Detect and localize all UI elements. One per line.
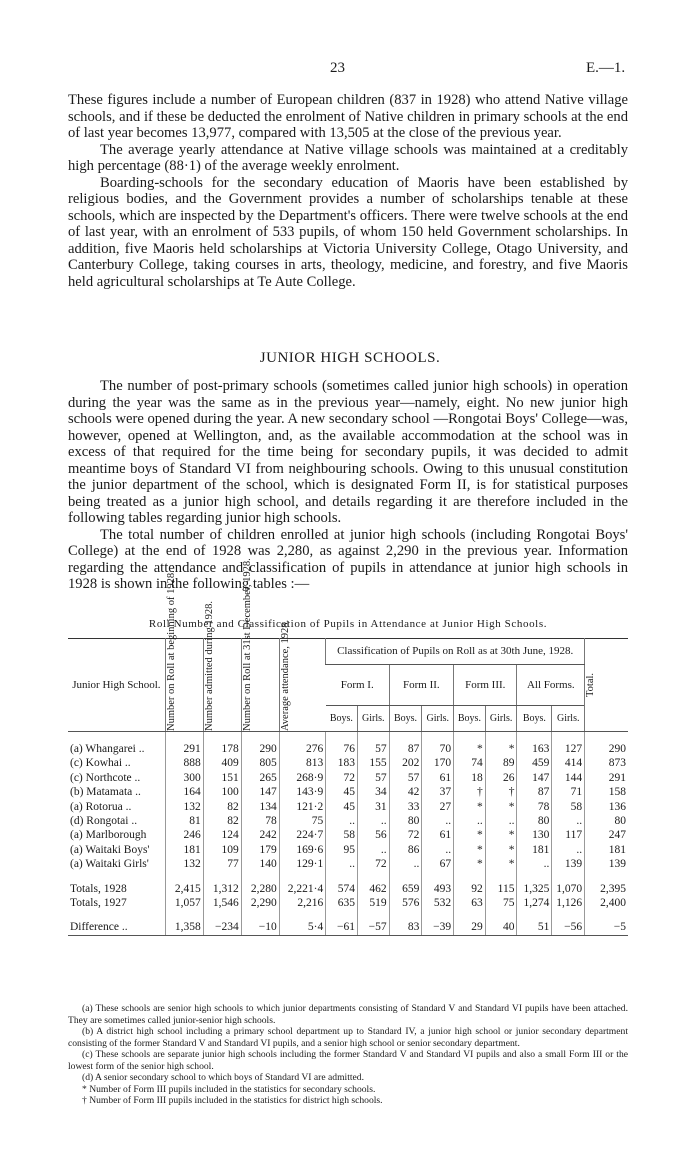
value-cell: 144 xyxy=(552,771,585,785)
header-all-forms: All Forms. xyxy=(517,664,585,705)
paragraph: The total number of children enrolled at junior high schools (including Rongotai Boys' College) at the end of 1928 was 2,280, as against 2,290 in the previous year. Information regarding the attendance and classification of pupils in attendance at junior high schools in 1928 is shown in the following tables :— xyxy=(68,526,628,592)
table-row xyxy=(68,843,628,857)
value-cell: 576 xyxy=(389,896,422,910)
header-roll-begin: Number on Roll at beginning of 1928. xyxy=(165,570,177,731)
value-cell: 37 xyxy=(422,785,454,799)
table-body xyxy=(68,732,628,936)
footnote: * Number of Form III pupils included in the statistics for secondary schools. xyxy=(82,1083,376,1095)
value-cell: −61 xyxy=(326,920,358,935)
school-name-cell: (c) Northcote .. xyxy=(70,771,141,784)
school-name-cell: (c) Kowhai .. xyxy=(70,757,131,770)
value-cell: −10 xyxy=(241,920,279,935)
footnotes xyxy=(68,1003,628,1107)
value-cell: 873 xyxy=(585,756,628,770)
school-name-cell: Difference .. xyxy=(68,920,165,935)
section-heading: JUNIOR HIGH SCHOOLS. xyxy=(259,350,441,366)
school-name-cell: (a) Rotorua .. xyxy=(70,800,132,813)
value-cell: 139 xyxy=(552,857,585,871)
value-cell: 179 xyxy=(241,843,279,857)
value-cell: −56 xyxy=(552,920,585,935)
header-girls: Girls. xyxy=(485,706,517,732)
value-cell: * xyxy=(485,828,517,842)
value-cell: 51 xyxy=(517,920,552,935)
table-row xyxy=(68,742,628,756)
value-cell: 40 xyxy=(485,920,517,935)
spacer-row xyxy=(68,872,628,882)
value-cell: .. xyxy=(357,843,389,857)
value-cell: 130 xyxy=(517,828,552,842)
value-cell: .. xyxy=(552,843,585,857)
value-cell: 1,358 xyxy=(165,920,203,935)
header-form-2: Form II. xyxy=(389,664,453,705)
document-reference: E.—1. xyxy=(586,60,626,76)
value-cell: 519 xyxy=(357,896,389,910)
value-cell: 462 xyxy=(357,882,389,896)
value-cell: .. xyxy=(357,814,389,828)
value-cell: .. xyxy=(389,857,422,871)
value-cell: 414 xyxy=(552,756,585,770)
value-cell: 2,290 xyxy=(241,896,279,910)
paragraph: These figures include a number of European children (837 in 1928) who attend Native village schools, and if these be deducted the enrolment of Native children in primary schools at the end of last year becomes 13,977, compared with 13,505 at the close of the previous year. xyxy=(68,92,628,141)
value-cell: 78 xyxy=(241,814,279,828)
value-cell: 268·9 xyxy=(279,771,325,785)
header-girls: Girls. xyxy=(422,706,454,732)
school-name-cell: Totals, 1928 xyxy=(70,882,127,895)
value-cell: 124 xyxy=(203,828,241,842)
value-cell: 33 xyxy=(389,800,422,814)
value-cell: 888 xyxy=(165,756,203,770)
value-cell: * xyxy=(485,742,517,756)
value-cell: 58 xyxy=(552,800,585,814)
value-cell: 82 xyxy=(203,800,241,814)
value-cell: 181 xyxy=(165,843,203,857)
page-number: 23 xyxy=(330,60,345,76)
value-cell: 56 xyxy=(357,828,389,842)
value-cell: 290 xyxy=(241,742,279,756)
paragraph: Boarding-schools for the secondary education of Maoris have been established by religious bodies, and the Government provides a number of scholarships tenable at these schools, which are inspected by the Department's officers. There were twelve schools at the end of last year, with an enrolment of 533 pupils, of whom 150 held Government scholarships. In addition, five Maoris held scholarships at Victoria University College, Otago University, and Canterbury College, taking courses in arts, theology, medicine, and forestry, and five Maoris held agricultural scholarships at Te Aute College. xyxy=(68,174,628,290)
value-cell: 29 xyxy=(454,920,486,935)
value-cell: 1,057 xyxy=(165,896,203,910)
table-row xyxy=(68,771,628,785)
junior-text xyxy=(68,378,628,593)
value-cell: .. xyxy=(422,814,454,828)
value-cell: 80 xyxy=(517,814,552,828)
value-cell: 247 xyxy=(585,828,628,842)
value-cell: 300 xyxy=(165,771,203,785)
value-cell: * xyxy=(485,857,517,871)
table-row xyxy=(68,814,628,828)
value-cell: 181 xyxy=(585,843,628,857)
value-cell: 151 xyxy=(203,771,241,785)
totals-row xyxy=(68,882,628,896)
value-cell: 81 xyxy=(165,814,203,828)
header-girls: Girls. xyxy=(552,706,585,732)
value-cell: 77 xyxy=(203,857,241,871)
value-cell: 72 xyxy=(326,771,358,785)
value-cell: 132 xyxy=(165,857,203,871)
table-row xyxy=(68,756,628,770)
school-name-cell: (b) Matamata .. xyxy=(70,786,141,799)
footnote: (c) These schools are separate junior high schools including the former Standard V and Standard VI pupils and also a small Form III or the lowest form of the senior high school. xyxy=(68,1049,628,1072)
value-cell: 72 xyxy=(357,857,389,871)
value-cell: 183 xyxy=(326,756,358,770)
table-row xyxy=(68,800,628,814)
value-cell: 290 xyxy=(585,742,628,756)
value-cell: 805 xyxy=(241,756,279,770)
value-cell: 109 xyxy=(203,843,241,857)
value-cell: 121·2 xyxy=(279,800,325,814)
value-cell: 164 xyxy=(165,785,203,799)
value-cell: * xyxy=(485,843,517,857)
spacer-row xyxy=(68,910,628,920)
school-name-cell: (a) Waitaki Girls' xyxy=(70,858,149,871)
value-cell: −5 xyxy=(585,920,628,935)
value-cell: 2,280 xyxy=(241,882,279,896)
value-cell: 31 xyxy=(357,800,389,814)
value-cell: 181 xyxy=(517,843,552,857)
value-cell: * xyxy=(454,857,486,871)
header-classification: Classification of Pupils on Roll as at 30th June, 1928. xyxy=(326,639,585,665)
value-cell: 132 xyxy=(165,800,203,814)
value-cell: 147 xyxy=(517,771,552,785)
value-cell: 1,312 xyxy=(203,882,241,896)
school-name-cell: (d) Rongotai .. xyxy=(70,815,138,828)
value-cell: 246 xyxy=(165,828,203,842)
value-cell: 163 xyxy=(517,742,552,756)
value-cell: 18 xyxy=(454,771,486,785)
value-cell: 78 xyxy=(517,800,552,814)
value-cell: 87 xyxy=(517,785,552,799)
value-cell: 574 xyxy=(326,882,358,896)
school-name-cell: (a) Whangarei .. xyxy=(70,743,145,755)
value-cell: −57 xyxy=(357,920,389,935)
value-cell: 813 xyxy=(279,756,325,770)
value-cell: 265 xyxy=(241,771,279,785)
value-cell: .. xyxy=(422,843,454,857)
value-cell: 117 xyxy=(552,828,585,842)
value-cell: −39 xyxy=(422,920,454,935)
header-roll-end: Number on Roll at 31st December, 1928. xyxy=(241,558,253,731)
header-boys: Boys. xyxy=(454,706,486,732)
header-girls: Girls. xyxy=(357,706,389,732)
value-cell: * xyxy=(454,800,486,814)
value-cell: 2,216 xyxy=(279,896,325,910)
value-cell: 5·4 xyxy=(279,920,325,935)
table-row xyxy=(68,857,628,871)
value-cell: 659 xyxy=(389,882,422,896)
value-cell: .. xyxy=(552,814,585,828)
header-admitted: Number admitted during 1928. xyxy=(203,600,215,731)
value-cell: 57 xyxy=(389,771,422,785)
value-cell: † xyxy=(485,785,517,799)
header-total: Total. xyxy=(585,672,597,698)
value-cell: 87 xyxy=(389,742,422,756)
value-cell: 75 xyxy=(485,896,517,910)
header-average: Average attendance, 1928. xyxy=(279,619,291,731)
footnote: (d) A senior secondary school to which boys of Standard VI are admitted. xyxy=(82,1072,364,1083)
value-cell: 409 xyxy=(203,756,241,770)
value-cell: 67 xyxy=(422,857,454,871)
value-cell: 169·6 xyxy=(279,843,325,857)
value-cell: −234 xyxy=(203,920,241,935)
value-cell: 242 xyxy=(241,828,279,842)
header-boys: Boys. xyxy=(517,706,552,732)
value-cell: 139 xyxy=(585,857,628,871)
value-cell: 71 xyxy=(552,785,585,799)
value-cell: 57 xyxy=(357,771,389,785)
value-cell: * xyxy=(454,742,486,756)
value-cell: 158 xyxy=(585,785,628,799)
totals-row xyxy=(68,896,628,910)
value-cell: 45 xyxy=(326,800,358,814)
value-cell: 26 xyxy=(485,771,517,785)
value-cell: 2,415 xyxy=(165,882,203,896)
value-cell: 27 xyxy=(422,800,454,814)
difference-row xyxy=(68,920,628,935)
value-cell: 224·7 xyxy=(279,828,325,842)
value-cell: * xyxy=(454,843,486,857)
value-cell: 143·9 xyxy=(279,785,325,799)
value-cell: .. xyxy=(485,814,517,828)
value-cell: 170 xyxy=(422,756,454,770)
value-cell: 74 xyxy=(454,756,486,770)
value-cell: 80 xyxy=(585,814,628,828)
value-cell: 63 xyxy=(454,896,486,910)
value-cell: .. xyxy=(326,857,358,871)
value-cell: 42 xyxy=(389,785,422,799)
value-cell: 83 xyxy=(389,920,422,935)
footnote: † Number of Form III pupils included in the statistics for district high schools. xyxy=(82,1095,383,1106)
value-cell: 89 xyxy=(485,756,517,770)
value-cell: * xyxy=(454,828,486,842)
value-cell: 70 xyxy=(422,742,454,756)
value-cell: 82 xyxy=(203,814,241,828)
value-cell: 57 xyxy=(357,742,389,756)
value-cell: 76 xyxy=(326,742,358,756)
value-cell: 80 xyxy=(389,814,422,828)
value-cell: 178 xyxy=(203,742,241,756)
value-cell: * xyxy=(485,800,517,814)
header-form-1: Form I. xyxy=(326,664,389,705)
value-cell: 86 xyxy=(389,843,422,857)
value-cell: 45 xyxy=(326,785,358,799)
value-cell: 34 xyxy=(357,785,389,799)
value-cell: 532 xyxy=(422,896,454,910)
header-form-3: Form III. xyxy=(454,664,517,705)
value-cell: .. xyxy=(517,857,552,871)
value-cell: 1,126 xyxy=(552,896,585,910)
value-cell: 140 xyxy=(241,857,279,871)
value-cell: 202 xyxy=(389,756,422,770)
school-name-cell: (a) Marlborough xyxy=(70,829,147,842)
value-cell: 2,395 xyxy=(585,882,628,896)
footnote: (a) These schools are senior high schools to which junior departments consisting of Standard V and Standard VI pupils have been attached. They are sometimes called junior-senior high schools. xyxy=(68,1003,628,1026)
paragraph: The number of post-primary schools (sometimes called junior high schools) in operation during the year was the same as in the previous year—namely, eight. No new junior high schools were opened during the year. A new secondary school —Rongotai Boys' College—was, however, opened at Wellington, and, as the available accommodation at the school was in excess of that required for the time being for secondary pupils, it was decided to admit meantime boys of Standard VI from neighbouring schools. Owing to this unusual constitution the junior department of the school, which is designated Form II, is for statistical purposes being treated as a junior high school, and details regarding it are therefore included in the following tables regarding junior high schools. xyxy=(68,378,628,526)
value-cell: 58 xyxy=(326,828,358,842)
value-cell: 92 xyxy=(454,882,486,896)
value-cell: 493 xyxy=(422,882,454,896)
header-boys: Boys. xyxy=(389,706,422,732)
value-cell: 129·1 xyxy=(279,857,325,871)
paragraph: The average yearly attendance at Native village schools was maintained at a creditably high percentage (88·1) of the average weekly enrolment. xyxy=(68,141,628,174)
value-cell: † xyxy=(454,785,486,799)
value-cell: 1,325 xyxy=(517,882,552,896)
table-row xyxy=(68,785,628,799)
value-cell: 147 xyxy=(241,785,279,799)
value-cell: 136 xyxy=(585,800,628,814)
value-cell: 276 xyxy=(279,742,325,756)
value-cell: 2,221·4 xyxy=(279,882,325,896)
value-cell: 1,274 xyxy=(517,896,552,910)
school-name-cell: Totals, 1927 xyxy=(70,897,127,910)
school-name-cell: (a) Waitaki Boys' xyxy=(70,843,150,856)
table-caption: Roll Number and Classification of Pupils in Attendance at Junior High Schools. xyxy=(148,618,548,630)
value-cell: 635 xyxy=(326,896,358,910)
value-cell: 127 xyxy=(552,742,585,756)
value-cell: 291 xyxy=(585,771,628,785)
value-cell: 1,070 xyxy=(552,882,585,896)
header-school: Junior High School. xyxy=(68,639,165,732)
value-cell: 72 xyxy=(389,828,422,842)
value-cell: 155 xyxy=(357,756,389,770)
table-row xyxy=(68,828,628,842)
value-cell: 2,400 xyxy=(585,896,628,910)
footnote: (b) A district high school including a primary school department up to Standard IV, a junior high school or junior secondary department consisting of the former Standard V and Standard VI pupils, and a senior high school or senior secondary department. xyxy=(68,1026,628,1049)
value-cell: 100 xyxy=(203,785,241,799)
header-boys: Boys. xyxy=(326,706,358,732)
value-cell: 1,546 xyxy=(203,896,241,910)
value-cell: .. xyxy=(454,814,486,828)
value-cell: 61 xyxy=(422,828,454,842)
value-cell: .. xyxy=(326,814,358,828)
value-cell: 95 xyxy=(326,843,358,857)
value-cell: 61 xyxy=(422,771,454,785)
value-cell: 459 xyxy=(517,756,552,770)
intro-text xyxy=(68,92,628,290)
value-cell: 75 xyxy=(279,814,325,828)
value-cell: 291 xyxy=(165,742,203,756)
value-cell: 134 xyxy=(241,800,279,814)
value-cell: 115 xyxy=(485,882,517,896)
spacer-row xyxy=(68,732,628,743)
